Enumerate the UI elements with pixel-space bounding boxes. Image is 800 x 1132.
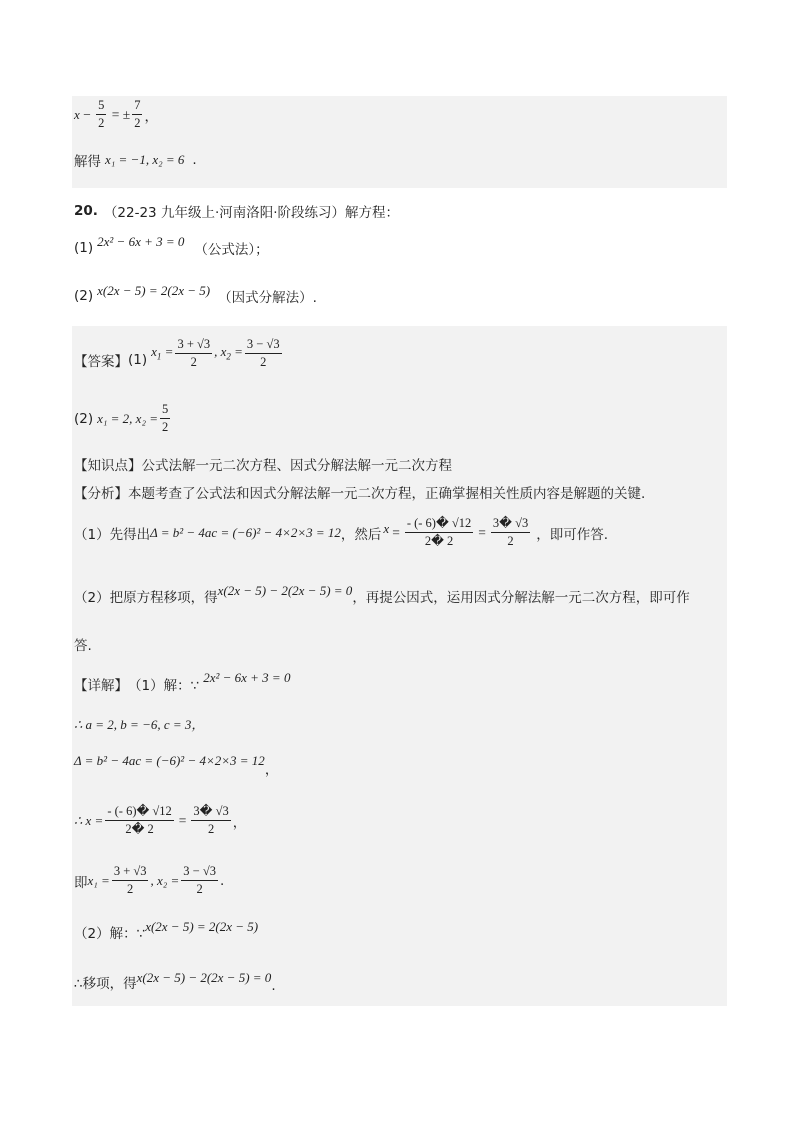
- knowledge-text: 公式法解一元二次方程、因式分解法解一元二次方程: [141, 458, 452, 474]
- detail-line-5: 即 x₁ = $\frac{3 + √3}{2}$ , x₂ = $\frac{3 - √3}{2}$ .: [74, 864, 225, 896]
- analysis-step-2: [74, 583, 690, 606]
- analysis-text: 本题考查了公式法和因式分解法解一元二次方程，正确掌握相关性质内容是解题的关键.: [128, 486, 646, 502]
- analysis-step-2-cont: [74, 634, 92, 654]
- step-text: ，再提公因式，运用因式分解法解一元二次方程，即可作: [352, 590, 690, 606]
- answer-values: x₁ = 2, x₂ =: [97, 410, 158, 426]
- step-prefix: （2）解：∵: [74, 926, 146, 942]
- method-note: （因式分解法）.: [218, 290, 317, 306]
- fraction-x1: $\frac{3 + √3}{2}$: [177, 336, 211, 369]
- analysis-step-1: （1）先得出 Δ = b² − 4ac = (−6)² − 4×2×3 = 12 ，然后 x = $\frac{- (- 6)� √12}{2� 2}$ = $\frac{3� √3}{2}$ ，即可作答.: [74, 516, 608, 548]
- step-prefix: ∴ x =: [74, 812, 104, 828]
- fraction: $\frac{5}{2}$: [98, 98, 105, 130]
- step-prefix: 即: [74, 874, 88, 891]
- fraction-x2: $\frac{3 - √3}{2}$: [246, 336, 280, 369]
- method-note: （公式法）；: [194, 242, 269, 258]
- question-number: 20.: [74, 203, 98, 219]
- solution-values: x₁ = −1, x₂ = 6: [105, 152, 185, 167]
- detail-line-6: [74, 919, 259, 942]
- step-end: ，即可作答.: [536, 526, 608, 543]
- step-connector: ，然后: [340, 526, 382, 543]
- step-prefix: （1）解：∵: [128, 678, 200, 694]
- fraction-x1: $\frac{3 + √3}{2}$: [113, 864, 147, 896]
- equation: x(2x − 5) = 2(2x − 5): [97, 283, 211, 298]
- detail-line-2: [74, 714, 204, 733]
- fraction: $\frac{5}{2}$: [162, 402, 169, 434]
- part-label: (2): [74, 288, 94, 304]
- detail-line-3: Δ = b² − 4ac = (−6)² − 4×2×3 = 12 ，: [74, 753, 279, 778]
- quadratic-formula: $\frac{- (- 6)� √12}{2� 2}$: [406, 516, 472, 548]
- coefficients: ∴ a = 2, b = −6, c = 3，: [74, 717, 205, 732]
- detail-line-7: ∴移项，得 x(2x − 5) − 2(2x − 5) = 0 .: [74, 970, 276, 994]
- result-fraction: $\frac{3� √3}{2}$: [492, 516, 529, 548]
- question-part-1: [74, 234, 269, 258]
- equation: x(2x − 5) = 2(2x − 5): [145, 919, 259, 934]
- step-prefix: （2）把原方程移项，得: [74, 590, 218, 606]
- answer-tag: 【答案】: [74, 354, 128, 370]
- answer-line-2: [74, 402, 172, 435]
- solution-prefix: 解得: [74, 154, 101, 170]
- detail-tag: 【详解】: [74, 678, 128, 694]
- question-prompt: 解方程：: [345, 205, 400, 221]
- answer-line-1: 【答案】 (1) $x_1$ = $\frac{3 + √3}{2}$ , $x_2$ = $\frac{3 - √3}{2}$: [74, 336, 280, 370]
- quadratic-formula: $\frac{- (- 6)� √12}{2� 2}$: [107, 804, 172, 836]
- equation: x(2x − 5) − 2(2x − 5) = 0: [217, 583, 353, 598]
- detail-line-4: ∴ x = $\frac{- (- 6)� √12}{2� 2}$ = $\frac{3� √3}{2}$ ，: [74, 804, 247, 836]
- detail-line-1: [74, 670, 291, 694]
- discriminant: Δ = b² − 4ac = (−6)² − 4×2×3 = 12: [150, 524, 341, 540]
- fraction: $\frac{7}{2}$: [134, 98, 141, 130]
- knowledge-tag: 【知识点】: [74, 458, 142, 474]
- analysis-line: [74, 482, 645, 502]
- question-part-2: [74, 283, 317, 306]
- part-label: (1): [74, 240, 94, 256]
- equation: 2x² − 6x + 3 = 0: [97, 234, 185, 249]
- equation-line-1: x − $\frac{5}{2}$ = ± $\frac{7}{2}$ ，: [74, 98, 158, 130]
- part-label: (1): [128, 352, 148, 368]
- solution-result-line: 解得 x₁ = −1, x₂ = 6 .: [74, 152, 197, 170]
- equation: x(2x − 5) − 2(2x − 5) = 0: [136, 970, 272, 985]
- part-label: (2): [74, 410, 94, 427]
- question-source: （22-23 九年级上·河南洛阳·阶段练习）: [103, 205, 346, 221]
- step-prefix: （1）先得出: [74, 526, 151, 543]
- question-header: [74, 201, 399, 221]
- discriminant: Δ = b² − 4ac = (−6)² − 4×2×3 = 12: [74, 753, 265, 768]
- knowledge-line: [74, 454, 452, 474]
- step-end: 答.: [74, 638, 92, 654]
- equation: 2x² − 6x + 3 = 0: [203, 670, 291, 685]
- solution-block-previous: [72, 96, 727, 188]
- fraction-x2: $\frac{3 - √3}{2}$: [183, 864, 216, 896]
- result-fraction: $\frac{3� √3}{2}$: [193, 804, 229, 836]
- analysis-tag: 【分析】: [74, 486, 128, 502]
- step-prefix: ∴移项，得: [74, 976, 137, 992]
